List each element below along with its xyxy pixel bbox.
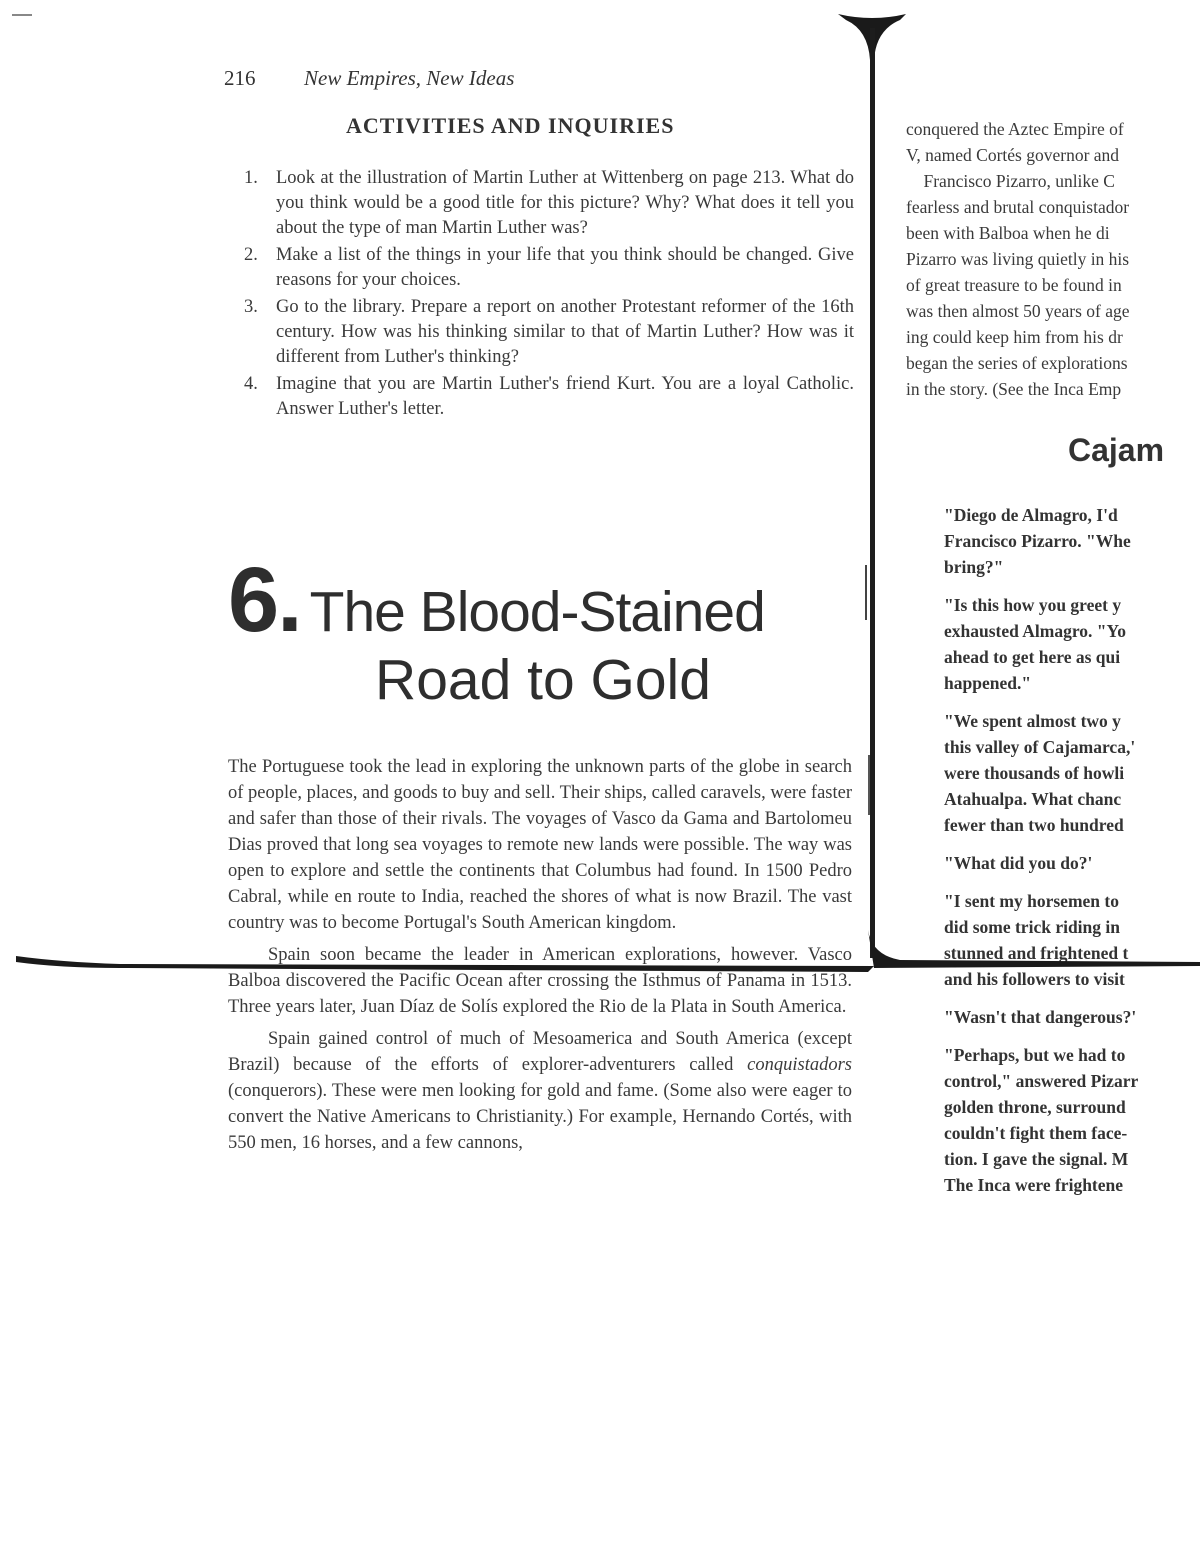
book-title: New Empires, New Ideas — [304, 66, 515, 90]
section-heading: Cajam — [1068, 432, 1165, 468]
text-line: been with Balboa when he di — [906, 223, 1110, 243]
activity-number: 4. — [244, 374, 258, 394]
activity-text: Imagine that you are Martin Luther's friend Kurt. You are a loyal Catholic. Answer Luther's letter. — [276, 374, 854, 419]
text-line: Pizarro was living quietly in his — [906, 249, 1130, 269]
dialogue-line: golden throne, surround — [944, 1097, 1126, 1117]
activities-heading: ACTIVITIES AND INQUIRIES — [346, 113, 675, 138]
activity-number: 3. — [244, 297, 258, 317]
dialogue-line: exhausted Almagro. "Yo — [944, 621, 1126, 641]
dialogue-line: happened." — [944, 673, 1032, 693]
dialogue-line: "Is this how you greet y — [944, 595, 1122, 615]
dialogue-line: fewer than two hundred — [944, 815, 1124, 835]
gutter-bottom-shadow — [868, 930, 1200, 968]
dialogue-line: "Diego de Almagro, I'd — [944, 505, 1118, 525]
dialogue-line: The Inca were frightene — [944, 1175, 1124, 1195]
dialogue-line: were thousands of howli — [944, 763, 1125, 783]
dialogue-line: control," answered Pizarr — [944, 1071, 1139, 1091]
activity-text: Make a list of the things in your life that you think should be changed. Give reasons for your choices. — [276, 245, 854, 290]
activity-number: 2. — [244, 245, 258, 265]
dialogue-line: couldn't fight them face- — [944, 1123, 1128, 1143]
dialogue-line: "Wasn't that dangerous?' — [944, 1007, 1137, 1027]
chapter-title-line1: The Blood-Stained — [309, 580, 765, 644]
text-line: V, named Cortés governor and — [906, 145, 1120, 165]
dialogue-line: "Perhaps, but we had to — [944, 1045, 1126, 1065]
dialogue-line: "I sent my horsemen to — [944, 891, 1119, 911]
page-margin-mark — [868, 755, 870, 815]
body-paragraph: The Portuguese took the lead in exploring the unknown parts of the globe in search of people, places, and goods to buy and sell. Their ships, called caravels, were faster and safer than those of their rivals. The voyages of Vasco da Gama and Bartolomeu Dias proved that long sea voyages to remote new lands were possible. The way was open to explore and settle the continents that Columbus had found. In 1500 Pedro Cabral, while en route to India, reached the shores of what is now Brazil. The vast country was to become Portugal's South American kingdom. — [228, 757, 852, 933]
dialogue-line: Francisco Pizarro. "Whe — [944, 531, 1131, 551]
dialogue-line: ahead to get here as qui — [944, 647, 1121, 667]
text-line: Francisco Pizarro, unlike C — [906, 171, 1115, 191]
body-text: (conquerors). These were men looking for gold and fame. (Some also were eager to convert the Native Americans to Christianity.) For example, Hernando Cortés, with 550 men, 16 horses, and a few cannons, — [228, 1081, 852, 1153]
page-bottom-edge — [16, 956, 874, 972]
text-line: ing could keep him from his dr — [906, 327, 1123, 347]
text-line: in the story. (See the Inca Emp — [906, 379, 1122, 399]
dialogue-line: Atahualpa. What chanc — [944, 789, 1122, 809]
activity-text: Go to the library. Prepare a report on another Protestant reformer of the 16th century. How was his thinking similar to that of Martin Luther? How was it different from Luther's thinking? — [276, 297, 854, 367]
activity-text: Look at the illustration of Martin Luther at Wittenberg on page 213. What do you think would be a good title for this picture? Why? What does it tell you about the type of man Martin Luther was? — [276, 168, 854, 238]
dialogue-line: tion. I gave the signal. M — [944, 1149, 1129, 1169]
dialogue-line: "What did you do?' — [944, 853, 1093, 873]
text-line: began the series of explorations — [906, 353, 1128, 373]
dialogue-line: and his followers to visit — [944, 969, 1125, 989]
text-line: fearless and brutal conquistador — [906, 197, 1130, 217]
gutter-line — [870, 28, 875, 958]
dialogue-line: stunned and frightened t — [944, 943, 1129, 963]
chapter-title-line2: Road to Gold — [375, 648, 711, 712]
page-number: 216 — [224, 66, 256, 90]
text-line: of great treasure to be found in — [906, 275, 1122, 295]
italic-term: conquistadors — [747, 1055, 852, 1075]
dialogue-line: did some trick riding in — [944, 917, 1120, 937]
activity-number: 1. — [244, 168, 258, 188]
body-paragraph: Spain soon became the leader in American explorations, however. Vasco Balboa discovered the Pacific Ocean after crossing the Isthmus of Panama in 1513. Three years later, Juan Díaz de Solís explored the Rio de la Plata in South America. — [228, 945, 852, 1017]
body-text: Spain gained control of much of Mesoamerica and South America (except Brazil) because of the efforts of explorer-adventurers called — [228, 1029, 852, 1075]
page-margin-mark — [865, 565, 867, 620]
dialogue-line: bring?" — [944, 557, 1004, 577]
dialogue-line: "We spent almost two y — [944, 711, 1121, 731]
chapter-number: 6. — [228, 549, 301, 651]
text-line: was then almost 50 years of age — [906, 301, 1130, 321]
dialogue-line: this valley of Cajamarca,' — [944, 737, 1136, 757]
text-line: conquered the Aztec Empire of — [906, 119, 1124, 139]
